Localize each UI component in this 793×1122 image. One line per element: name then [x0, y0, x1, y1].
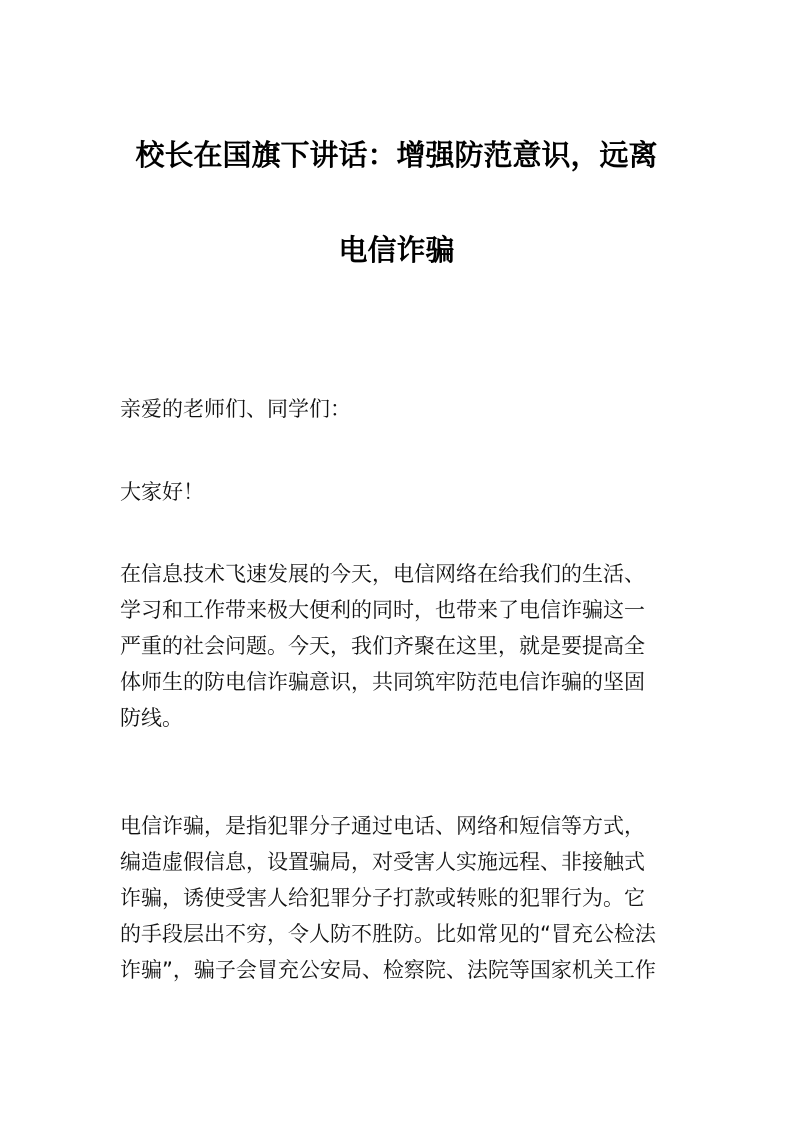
paragraph-line: 在信息技术飞速发展的今天，电信网络在给我们的生活、: [120, 562, 645, 586]
salutation: 亲爱的老师们、同学们：: [120, 397, 351, 421]
title-line-1: 校长在国旗下讲话：增强防范意识，远离: [135, 138, 658, 172]
paragraph-line: 体师生的防电信诈骗意识，共同筑牢防范电信诈骗的坚固: [120, 670, 645, 694]
paragraph-line: 诈骗，诱使受害人给犯罪分子打款或转账的犯罪行为。它: [120, 886, 645, 910]
paragraph-line: 电信诈骗，是指犯罪分子通过电话、网络和短信等方式，: [120, 814, 645, 838]
paragraph-line: 诈骗”，骗子会冒充公安局、检察院、法院等国家机关工作: [120, 958, 656, 982]
paragraph-line: 严重的社会问题。今天，我们齐聚在这里，就是要提高全: [120, 634, 645, 658]
paragraph-line: 学习和工作带来极大便利的同时，也带来了电信诈骗这一: [120, 598, 645, 622]
paragraph-line: 的手段层出不穷，令人防不胜防。比如常见的“冒充公检法: [120, 922, 656, 946]
greeting: 大家好！: [120, 480, 204, 504]
paragraph-2: [120, 808, 680, 988]
paragraph-line: 编造虚假信息，设置骗局，对受害人实施远程、非接触式: [120, 850, 645, 874]
paragraph-line: 防线。: [120, 706, 183, 730]
title-line-2: 电信诈骗: [338, 233, 455, 267]
paragraph-1: [120, 556, 680, 736]
